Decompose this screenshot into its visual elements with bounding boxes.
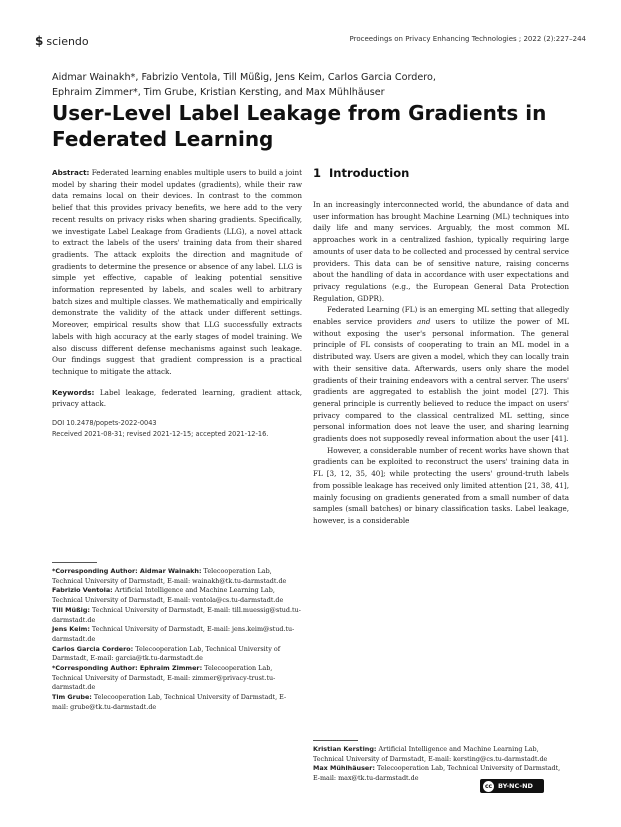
keywords: [52, 387, 302, 410]
footnote-author-name: Carlos Garcia Cordero:: [52, 644, 134, 653]
paragraph: However, a considerable number of recent works have shown that gradients can be exploited to reconstruct the users' training data in FL [3, 12, 35, 40]; while protecting the users' ground-truth labels from possible leakage has received only limited attention [21, 38, 41], mainly focusing on gradients generated from a small number of data samples (small batches) or binary classification tasks. Label leakage, however, is a considerable: [313, 445, 569, 525]
doi: DOI 10.2478/popets-2022-0043: [52, 419, 157, 428]
title-line: User-Level Label Leakage from Gradients in: [52, 101, 547, 125]
license-text: BY-NC-ND: [498, 782, 533, 790]
received-dates: Received 2021-08-31; revised 2021-12-15; accepted 2021-12-16.: [52, 430, 269, 439]
footnote-author-name: *Corresponding Author: Ephraim Zimmer:: [52, 664, 203, 673]
creative-commons-icon: cc: [482, 780, 495, 793]
footnote-affiliation: Telecooperation Lab, Technical University of Darmstadt, E-mail: max@tk.tu-darmstadt.de: [313, 764, 561, 783]
footnote-author-name: Jens Keim:: [52, 625, 90, 634]
footnote-affiliation: Technical University of Darmstadt, E-mail: till.muessig@stud.tu-darmstadt.de: [52, 605, 301, 624]
paragraph: Federated Learning (FL) is an emerging ML setting that allegedly enables service providers and users to utilize the power of ML without exposing the user's personal information. The general principle of FL consists of cooperating to train an ML model in a distributed way. Users are given a model, which they can locally train with their sensitive data. Afterwards, users only share the model gradients of their training endeavors with a central server. The users' gradients are aggregated to establish the joint model [27]. This general principle is currently believed to reduce the impact on users' privacy compared to the classical centralized ML setting, since personal information does not leave the user, and sharing learning gradients does not supposedly reveal information about the user [41].: [313, 305, 569, 444]
author-list: [52, 70, 572, 100]
emphasis: and: [416, 317, 431, 327]
footnote-affiliation: Telecooperation Lab, Technical University of Darmstadt, E-mail: zimmer@privacy-trust.tu-darmstadt.de: [52, 664, 276, 692]
keywords-text: Label leakage, federated learning, gradient attack, privacy attack.: [52, 387, 302, 409]
footnote-author-name: Kristian Kersting:: [313, 745, 377, 753]
title-line: Federated Learning: [52, 127, 274, 151]
footnote-affiliation: Telecooperation Lab, Technical University of Darmstadt, E-mail: grube@tk.tu-darmstadt.de: [52, 693, 287, 711]
author-footnote: [52, 645, 302, 664]
paragraph: In an increasingly interconnected world, the abundance of data and user information has brought Machine Learning (ML) techniques into daily life and many services. Arguably, the most common ML approaches work in a centralized fashion, typically requiring large amounts of user data to be collected and processed by central service providers. This data can be of sensitive nature, raising concerns about the handling of data in accordance with user expectations and privacy regulations (e.g., the European General Data Protection Regulation, GDPR).: [313, 200, 569, 303]
footnote-affiliation: Telecooperation Lab, Technical University of Darmstadt, E-mail: garcia@tk.tu-darmstadt.de: [52, 644, 281, 663]
paper-title: [52, 100, 572, 152]
author-footnote: [52, 625, 302, 644]
footnote-affiliation: Artificial Intelligence and Machine Learning Lab, Technical University of Darmstadt, E-mail: ventola@cs.tu-darmstadt.de: [52, 586, 284, 605]
section-number: 1: [313, 166, 322, 180]
author-footnotes-right: [313, 745, 569, 784]
author-footnote: [313, 745, 569, 764]
footnote-affiliation: Telecooperation Lab, Technical University of Darmstadt, E-mail: wainakh@tk.tu-darmstadt.de: [52, 567, 287, 585]
abstract-text: Federated learning enables multiple users to build a joint model by sharing their model updates (gradients), while their raw data remains local on their devices. In contrast to the common belief that this provides privacy benefits, we here add to the very recent results on privacy risks when sharing gradients. Specifically, we investigate Label Leakage from Gradients (LLG), a novel attack to extract the labels of the users' training data from their shared gradients. The attack exploits the direction and magnitude of gradients to determine the presence or absence of any label. LLG is simple yet effective, capable of leaking potential sensitive information represented by labels, and scales well to arbitrary batch sizes and multiple classes. We mathematically and empirically demonstrate the validity of the attack under different settings. Moreover, empirical results show that LLG successfully extracts labels with high accuracy at the early stages of model training. We also discuss different defense mechanisms against such leakage. Our findings suggest that gradient compression is a practical technique to mitigate the attack.: [52, 168, 302, 376]
footnote-affiliation: Artificial Intelligence and Machine Learning Lab, Technical University of Darmstadt, E-mail: kersting@cs.tu-darmstadt.de: [313, 745, 548, 763]
journal-citation: Proceedings on Privacy Enhancing Technologies ; 2022 (2):227–244: [349, 35, 586, 43]
publisher-logo: [35, 34, 89, 48]
authors-line: Ephraim Zimmer*, Tim Grube, Kristian Kersting, and Max Mühlhäuser: [52, 87, 385, 98]
right-column: [313, 165, 569, 527]
footnote-affiliation: Technical University of Darmstadt, E-mail: jens.keim@stud.tu-darmstadt.de: [52, 625, 295, 643]
page-header: [35, 34, 586, 50]
keywords-label: Keywords:: [52, 387, 95, 397]
author-footnote: [52, 586, 302, 605]
author-footnotes-left: [52, 567, 302, 713]
abstract-label: Abstract:: [52, 168, 90, 177]
logo-text: sciendo: [46, 34, 89, 48]
author-footnote: [52, 693, 302, 712]
authors-line: Aidmar Wainakh*, Fabrizio Ventola, Till Müßig, Jens Keim, Carlos Garcia Cordero,: [52, 72, 436, 83]
abstract: [52, 167, 302, 378]
section-title: Introduction: [329, 166, 410, 180]
footnote-author-name: Till Müßig:: [52, 605, 90, 614]
author-footnote: [52, 664, 302, 693]
footnote-rule: [52, 562, 97, 563]
footnote-author-name: Max Mühlhäuser:: [313, 764, 375, 773]
footnote-author-name: *Corresponding Author: Aidmar Wainakh:: [52, 567, 202, 575]
footnote-author-name: Fabrizio Ventola:: [52, 586, 113, 595]
author-footnote: [52, 606, 302, 625]
left-column: [52, 167, 302, 440]
sciendo-s-icon: $: [35, 34, 44, 48]
author-footnote: [52, 567, 302, 586]
license-badge[interactable]: [480, 779, 544, 793]
article-meta: [52, 418, 302, 440]
section-heading: [313, 165, 569, 181]
footnote-author-name: Tim Grube:: [52, 693, 92, 702]
footnote-rule: [313, 740, 358, 741]
